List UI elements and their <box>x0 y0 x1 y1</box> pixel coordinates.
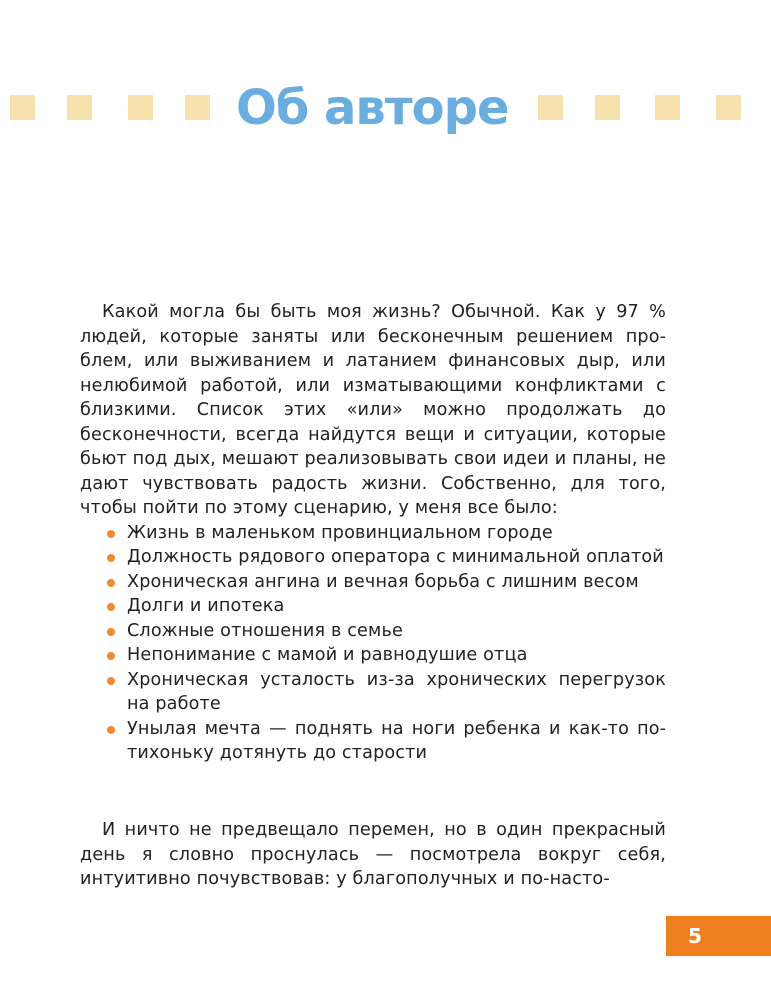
list-item-text: Унылая мечта — поднять на ноги ребенка и как-то потихоньку дотянуть до старости <box>127 718 666 763</box>
decorative-square <box>595 95 620 120</box>
intro-paragraph: Какой могла бы быть моя жизнь? Обычной. Как у 97 % людей, которые заняты или бесконечным решением проблем, или выживанием и латанием финансовых дыр, или нелюбимой работой, или изматывающими конфликтами с близкими. Список этих «или» можно продолжать до бесконечности, всегда найдутся вещи и ситуации, которые бьют под дых, мешают реализовывать свои идеи и планы, не дают чувствовать радость жизни. Собственно, для того, чтобы пойти по этому сценарию, у меня все было: <box>80 302 666 518</box>
decorative-square <box>67 95 92 120</box>
list-item <box>80 521 666 546</box>
body-text-section <box>80 300 666 766</box>
list-item-text: Непонимание с мамой и равнодушие отца <box>127 645 528 665</box>
list-item <box>80 570 666 595</box>
list-item-text: Жизнь в маленьком провинциальном городе <box>127 522 553 543</box>
bullet-icon <box>107 652 115 660</box>
decorative-square <box>128 95 153 120</box>
decorative-square <box>538 95 563 120</box>
bullet-icon <box>107 726 115 734</box>
list-item <box>80 594 666 619</box>
list-item-text: Сложные отношения в семье <box>127 620 403 641</box>
closing-paragraph: И ничто не предвещало перемен, но в один прекрасный день я словно проснулась — посмотрела вокруг себя, интуитивно почувствовав: у благополучных и по-насто- <box>80 820 666 889</box>
page-number: 5 <box>688 924 702 948</box>
bullet-icon <box>107 530 115 538</box>
chapter-title: Об авторе <box>236 80 509 136</box>
decorative-square <box>185 95 210 120</box>
list-item <box>80 619 666 644</box>
bullet-list <box>80 521 666 766</box>
decorative-squares-right <box>538 95 771 121</box>
page-number-tab <box>666 916 771 956</box>
decorative-squares-left <box>10 95 220 121</box>
list-item <box>80 545 666 570</box>
list-item <box>80 668 666 717</box>
decorative-square <box>716 95 741 120</box>
bullet-icon <box>107 554 115 562</box>
list-item-text: Хроническая ангина и вечная борьба с лишним весом <box>127 571 639 592</box>
list-item-text: Хроническая усталость из-за хронических перегрузок на работе <box>127 669 666 714</box>
bullet-icon <box>107 579 115 587</box>
closing-section <box>80 818 666 892</box>
list-item-text: Долги и ипотека <box>127 596 285 616</box>
bullet-icon <box>107 677 115 685</box>
bullet-icon <box>107 603 115 611</box>
chapter-header <box>0 78 771 138</box>
decorative-square <box>655 95 680 120</box>
bullet-icon <box>107 628 115 636</box>
list-item-text: Должность рядового оператора с минимальной оплатой <box>127 547 664 567</box>
list-item <box>80 717 666 766</box>
list-item <box>80 643 666 668</box>
decorative-square <box>10 95 35 120</box>
